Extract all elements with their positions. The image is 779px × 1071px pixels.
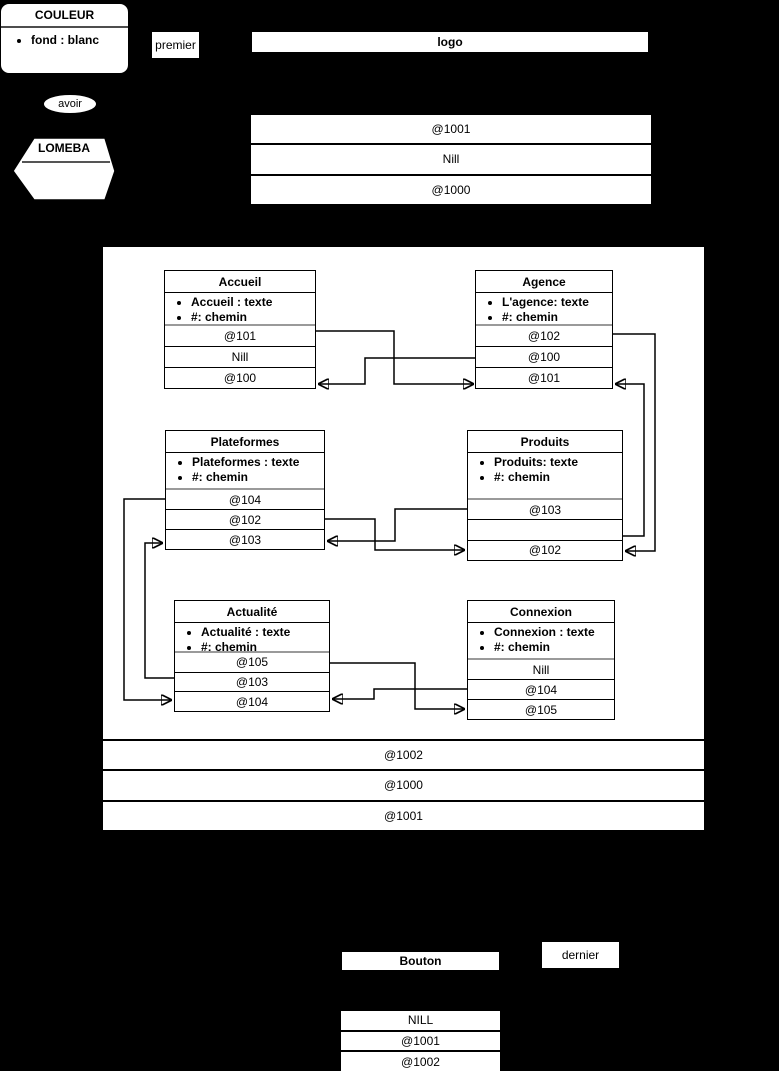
edge-actualite-prev-to-plateformes-arrow (145, 543, 174, 678)
dernier-box[interactable] (541, 941, 620, 969)
node-attribute: • Connexion : texte (494, 625, 614, 640)
node-title: Accueil (165, 271, 315, 293)
edge-connexion-prev-to-actualite-arrow (333, 689, 467, 699)
table-row[interactable]: @1002 (103, 739, 704, 769)
node-accueil[interactable] (164, 270, 316, 389)
edge-agence-prev-to-accueil-arrow (319, 358, 475, 384)
node-agence[interactable] (475, 270, 613, 389)
bouton-label: Bouton (399, 954, 442, 968)
node-attribute: • Accueil : texte (191, 295, 315, 310)
node-attribute: • Plateformes : texte (192, 455, 324, 470)
node-attribute: • #: chemin (494, 470, 622, 485)
edge-plateformes-prev-to-produits-arrow (325, 519, 464, 550)
top-header-table[interactable] (251, 115, 651, 204)
node-title: Connexion (468, 601, 614, 623)
dernier-label: dernier (561, 948, 600, 962)
node-produits[interactable] (467, 430, 623, 561)
table-row[interactable]: @1001 (341, 1030, 500, 1051)
node-attributes (166, 453, 324, 490)
pointer-row[interactable]: @105 (468, 699, 614, 719)
edge-actualite-next-to-connexion-arrow (330, 663, 464, 709)
pointer-row[interactable]: @104 (228, 492, 262, 507)
pointer-row[interactable]: @105 (235, 655, 269, 670)
node-attributes (476, 293, 612, 326)
table-row[interactable]: @1001 (103, 800, 704, 830)
table-row[interactable]: @1000 (251, 174, 651, 204)
node-attributes (468, 453, 622, 500)
pointer-row[interactable] (468, 519, 622, 539)
pointer-row[interactable]: @103 (166, 529, 324, 549)
node-title: Plateformes (166, 431, 324, 453)
bouton-box[interactable] (341, 951, 500, 971)
pointer-row[interactable]: @101 (476, 367, 612, 388)
lomeba-label: LOMEBA (38, 141, 90, 155)
node-attribute: • Actualité : texte (201, 625, 329, 640)
node-attributes (175, 623, 329, 653)
node-attribute: • #: chemin (494, 640, 614, 655)
node-connexion[interactable] (467, 600, 615, 720)
premier-box[interactable] (151, 31, 200, 59)
couleur-attribute: • fond : blanc (31, 32, 128, 48)
node-title: Produits (468, 431, 622, 453)
node-attribute: • #: chemin (502, 310, 612, 325)
pointer-row[interactable]: Nill (532, 662, 550, 677)
pointer-row[interactable]: @100 (165, 367, 315, 388)
edge-plateformes-next-to-actualite-arrow (124, 499, 171, 700)
avoir-label: avoir (58, 98, 82, 110)
pointer-row[interactable]: @103 (175, 672, 329, 692)
table-row[interactable]: @1000 (103, 769, 704, 799)
container-footer-table[interactable] (103, 739, 704, 830)
couleur-title: COULEUR (1, 4, 128, 28)
bottom-footer-table[interactable] (341, 1011, 500, 1071)
edge-accueil-next-to-agence-arrow (316, 331, 473, 384)
table-row[interactable]: Nill (251, 143, 651, 173)
node-plateformes[interactable] (165, 430, 325, 550)
table-row[interactable]: NILL (407, 1013, 434, 1028)
pointer-row[interactable]: @100 (476, 346, 612, 367)
node-attribute: • Produits: texte (494, 455, 622, 470)
premier-label: premier (155, 38, 196, 52)
node-attribute: • #: chemin (192, 470, 324, 485)
pointer-row[interactable]: @102 (166, 509, 324, 529)
pointer-row[interactable]: @102 (468, 540, 622, 560)
table-row[interactable]: @1001 (431, 122, 471, 137)
node-attribute: • L'agence: texte (502, 295, 612, 310)
list-canvas-container[interactable] (103, 247, 704, 830)
edge-produits-next-to-plateformes-arrow (328, 509, 467, 541)
node-actualite[interactable] (174, 600, 330, 712)
pointer-row[interactable]: @101 (223, 329, 257, 343)
avoir-ellipse[interactable] (43, 94, 97, 114)
logo-box[interactable] (251, 31, 649, 53)
node-attributes (165, 293, 315, 326)
lomeba-hexagon[interactable] (10, 135, 118, 203)
logo-label: logo (437, 35, 463, 49)
pointer-row[interactable]: @104 (175, 691, 329, 711)
pointer-row[interactable]: @102 (527, 329, 561, 343)
couleur-attributes (1, 28, 128, 48)
node-attribute: • #: chemin (191, 310, 315, 325)
pointer-row[interactable]: Nill (165, 346, 315, 367)
node-attribute: • #: chemin (201, 640, 329, 655)
table-row[interactable]: @1002 (341, 1050, 500, 1071)
node-title: Actualité (175, 601, 329, 623)
couleur-class-box[interactable] (0, 3, 129, 74)
node-attributes (468, 623, 614, 660)
pointer-row[interactable]: @103 (528, 502, 562, 517)
pointer-row[interactable]: @104 (468, 679, 614, 699)
node-title: Agence (476, 271, 612, 293)
